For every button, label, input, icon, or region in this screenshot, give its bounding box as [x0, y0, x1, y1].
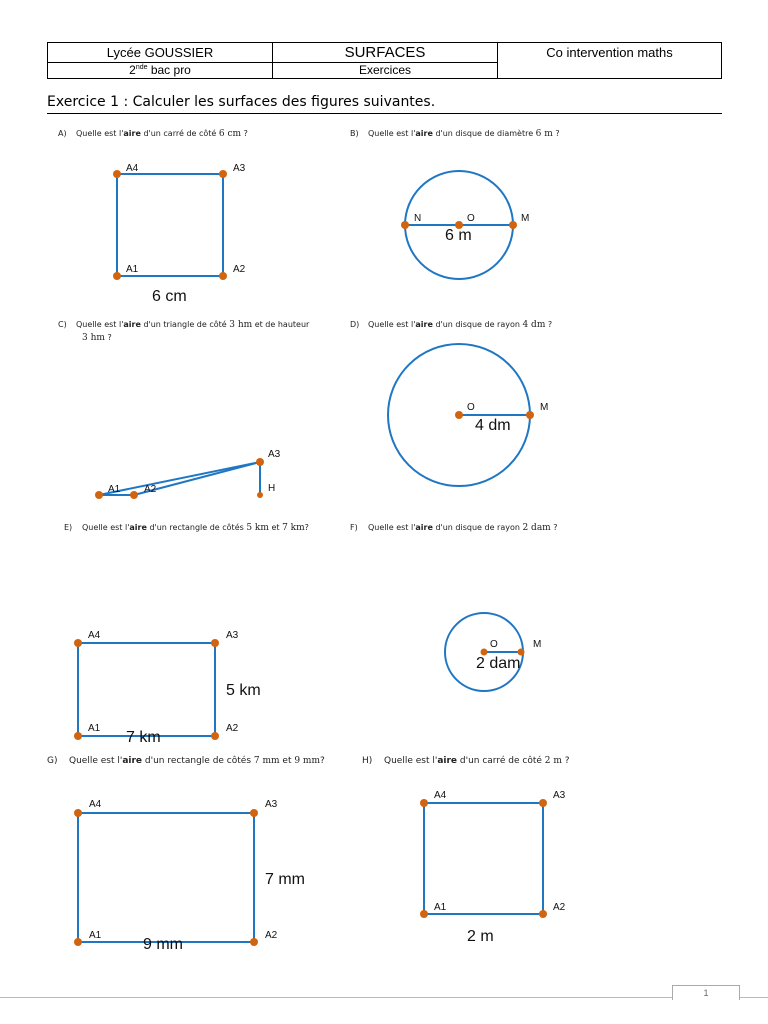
label-b-n: N [414, 213, 422, 224]
label-a-a4: A4 [126, 163, 139, 174]
question-text: ? [552, 129, 560, 138]
point-c-a1 [95, 491, 103, 499]
point-a-a3 [219, 170, 227, 178]
question-text: et de hauteur [252, 320, 310, 329]
point-e-a1 [74, 732, 82, 740]
question-text: Quelle est l' [76, 129, 124, 138]
label-d-o: O [467, 402, 475, 413]
question-keyword: aire [129, 523, 147, 532]
label-g-a4: A4 [89, 799, 102, 810]
label-g-a3: A3 [265, 799, 278, 810]
figure-g-rectangle [78, 813, 254, 942]
question-keyword: aire [415, 320, 433, 329]
dim-h: 2 m [467, 928, 494, 945]
label-h-a1: A1 [434, 902, 447, 913]
dim-e-height: 5 km [226, 682, 261, 699]
dim-g-height: 7 mm [265, 871, 305, 888]
question-text: Quelle est l' [368, 320, 416, 329]
question-letter: G) [47, 756, 58, 766]
question-letter: D) [350, 320, 360, 329]
question-value: 6 m [535, 129, 553, 139]
label-c-a3: A3 [268, 449, 281, 460]
figure-a-square [117, 174, 223, 276]
doc-type: Exercices [358, 63, 411, 77]
question-text: ? [320, 756, 325, 766]
question-text: Quelle est l' [76, 320, 124, 329]
label-f-o: O [490, 639, 498, 650]
question-value: 2 m [544, 756, 562, 766]
point-h-a1 [420, 910, 428, 918]
dim-a: 6 cm [152, 288, 187, 305]
question-text: d'un rectangle de côtés [142, 756, 254, 766]
question-keyword: aire [415, 523, 433, 532]
question-value: 4 dm [522, 320, 546, 330]
point-c-a3 [256, 458, 264, 466]
question-letter: H) [362, 756, 373, 766]
figure-h-square [424, 803, 543, 914]
label-a-a2: A2 [233, 264, 246, 275]
label-a-a1: A1 [126, 264, 139, 275]
class-number: 2 [129, 63, 136, 77]
subject-title: SURFACES [344, 44, 426, 61]
question-text: Quelle est l' [384, 756, 438, 766]
point-c-h [257, 492, 263, 498]
footer-line [0, 997, 768, 998]
question-text: ? [550, 523, 558, 532]
label-e-a4: A4 [88, 630, 101, 641]
label-a-a3: A3 [233, 163, 246, 174]
question-letter: B) [350, 129, 359, 138]
page-number: 1 [672, 985, 740, 1000]
dim-d: 4 dm [475, 417, 511, 434]
label-g-a2: A2 [265, 930, 278, 941]
point-g-a1 [74, 938, 82, 946]
point-a-a4 [113, 170, 121, 178]
question-text: d'un carré de côté [140, 129, 219, 138]
question-text: d'un triangle de côté [140, 320, 230, 329]
label-e-a1: A1 [88, 723, 101, 734]
intervention-label: Co intervention maths [546, 45, 673, 60]
dim-g-width: 9 mm [143, 936, 183, 953]
point-d-m [526, 411, 534, 419]
label-b-o: O [467, 213, 475, 224]
dim-b: 6 m [445, 227, 472, 244]
question-value: 3 hm [229, 320, 253, 330]
question-text: Quelle est l' [368, 129, 416, 138]
question-letter: F) [350, 523, 358, 532]
point-g-a2 [250, 938, 258, 946]
label-e-a2: A2 [226, 723, 239, 734]
label-c-a2: A2 [144, 484, 157, 495]
question-text: Quelle est l' [82, 523, 130, 532]
point-g-a4 [74, 809, 82, 817]
question-text: Quelle est l' [368, 523, 416, 532]
point-e-a2 [211, 732, 219, 740]
question-text: ? [241, 129, 248, 138]
question-value: 9 mm [294, 756, 320, 766]
point-c-a2 [130, 491, 138, 499]
point-h-a4 [420, 799, 428, 807]
label-b-m: M [521, 213, 530, 224]
question-letter: C) [58, 320, 67, 329]
question-text: et [268, 523, 283, 532]
figure-c-side-a1-a3 [99, 462, 260, 495]
label-h-a2: A2 [553, 902, 566, 913]
label-c-a1: A1 [108, 484, 121, 495]
label-g-a1: A1 [89, 930, 102, 941]
question-text: ? [561, 756, 570, 766]
question-value: 7 mm [253, 756, 280, 766]
question-letter: E) [64, 523, 73, 532]
point-g-a3 [250, 809, 258, 817]
question-text: et [279, 756, 295, 766]
point-e-a4 [74, 639, 82, 647]
question-value: 2 dam [522, 523, 551, 533]
label-f-m: M [533, 639, 542, 650]
question-text: ? [304, 523, 309, 532]
question-keyword: aire [123, 129, 141, 138]
class-rest: bac pro [147, 63, 191, 77]
question-keyword: aire [123, 320, 141, 329]
point-a-a1 [113, 272, 121, 280]
question-value: 3 hm [82, 333, 105, 343]
question-value: 7 km [282, 523, 305, 533]
label-h-a3: A3 [553, 790, 566, 801]
question-keyword: aire [437, 756, 458, 766]
question-letter: A) [58, 129, 67, 138]
school-name: Lycée GOUSSIER [106, 45, 214, 60]
dim-e-width: 7 km [126, 729, 161, 746]
point-e-a3 [211, 639, 219, 647]
question-keyword: aire [122, 756, 143, 766]
point-h-a3 [539, 799, 547, 807]
question-text: Quelle est l' [69, 756, 123, 766]
question-text: ? [545, 320, 553, 329]
point-h-a2 [539, 910, 547, 918]
question-text: d'un carré de côté [457, 756, 545, 766]
question-text: d'un disque de rayon [432, 320, 523, 329]
question-value: 6 cm [218, 129, 242, 139]
question-text: d'un disque de rayon [432, 523, 523, 532]
question-text: ? [104, 333, 112, 342]
exercise-title: Exercice 1 : Calculer les surfaces des figures suivantes. [47, 94, 436, 110]
question-value: 5 km [246, 523, 269, 533]
question-text: d'un disque de diamètre [432, 129, 536, 138]
label-c-h: H [268, 483, 276, 494]
class-superscript: nde [135, 64, 148, 71]
label-d-m: M [540, 402, 549, 413]
point-d-o [455, 411, 463, 419]
point-a-a2 [219, 272, 227, 280]
point-b-n [401, 221, 409, 229]
question-keyword: aire [415, 129, 433, 138]
point-b-m [509, 221, 517, 229]
dim-f: 2 dam [476, 655, 521, 672]
label-e-a3: A3 [226, 630, 239, 641]
label-h-a4: A4 [434, 790, 447, 801]
question-text: d'un rectangle de côtés [146, 523, 247, 532]
